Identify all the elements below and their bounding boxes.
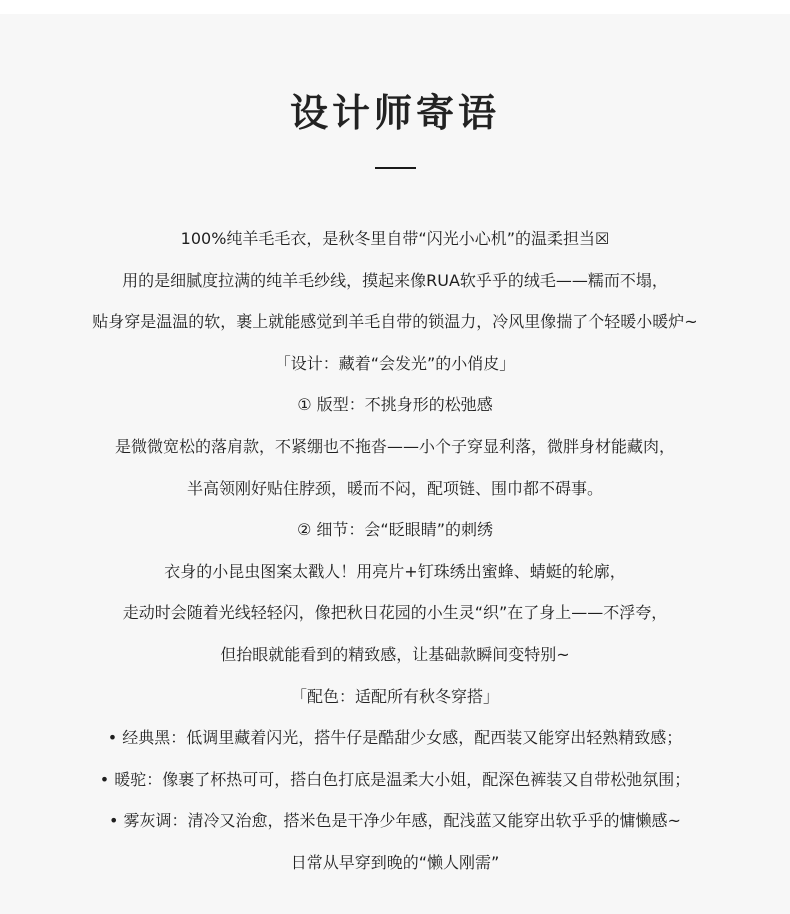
- note-line: 100%纯羊毛毛衣，是秋冬里自带“闪光小心机”的温柔担当☒: [180, 229, 610, 248]
- top-strip: [0, 0, 790, 14]
- section-heading-colors: 「配色：适配所有秋冬穿搭」: [290, 686, 499, 706]
- note-line: 半高领刚好贴住脖颈，暖而不闷，配项链、围巾都不碍事。: [186, 478, 603, 498]
- color-item-camel: • 暖驼：像裹了杯热可可，搭白色打底是温柔大小姐，配深色裤装又自带松弛氛围；: [99, 769, 691, 789]
- note-line: 用的是细腻度拉满的纯羊毛纱线，摸起来像RUA软乎乎的绒毛——糯而不塌，: [122, 270, 668, 290]
- note-line: 但抬眼就能看到的精致感，让基础款瞬间变特别~: [220, 644, 570, 664]
- color-item-grey: • 雾灰调：清冷又治愈，搭米色是干净少年感，配浅蓝又能穿出软乎乎的慵懒感~: [109, 811, 681, 831]
- designer-note-text: [0, 218, 790, 884]
- note-line: 走动时会随着光线轻轻闪，像把秋日花园的小生灵“织”在了身上——不浮夸，: [122, 603, 668, 623]
- subheading-fit: ① 版型：不挑身形的松弛感: [297, 395, 493, 415]
- title-divider: [375, 167, 416, 169]
- color-item-black: • 经典黑：低调里藏着闪光，搭牛仔是酷甜少女感，配西装又能穿出轻熟精致感；: [107, 728, 683, 748]
- note-line: 是微微宽松的落肩款，不紧绷也不拖沓——小个子穿显利落，微胖身材能藏肉，: [114, 436, 675, 456]
- subheading-detail: ② 细节：会“眨眼睛”的刺绣: [296, 520, 493, 540]
- section-heading-design: 「设计：藏着“会发光”的小俏皮」: [274, 353, 516, 373]
- note-line: 衣身的小昆虫图案太戳人！用亮片+钉珠绣出蜜蜂、蜻蜓的轮廓，: [164, 561, 626, 581]
- note-line: 贴身穿是温温的软，裹上就能感觉到羊毛自带的锁温力，冷风里像揣了个轻暖小暖炉~: [92, 312, 698, 332]
- closing-line: 日常从早穿到晚的“懒人刚需”: [290, 852, 500, 872]
- page-title: 设计师寄语: [289, 91, 500, 135]
